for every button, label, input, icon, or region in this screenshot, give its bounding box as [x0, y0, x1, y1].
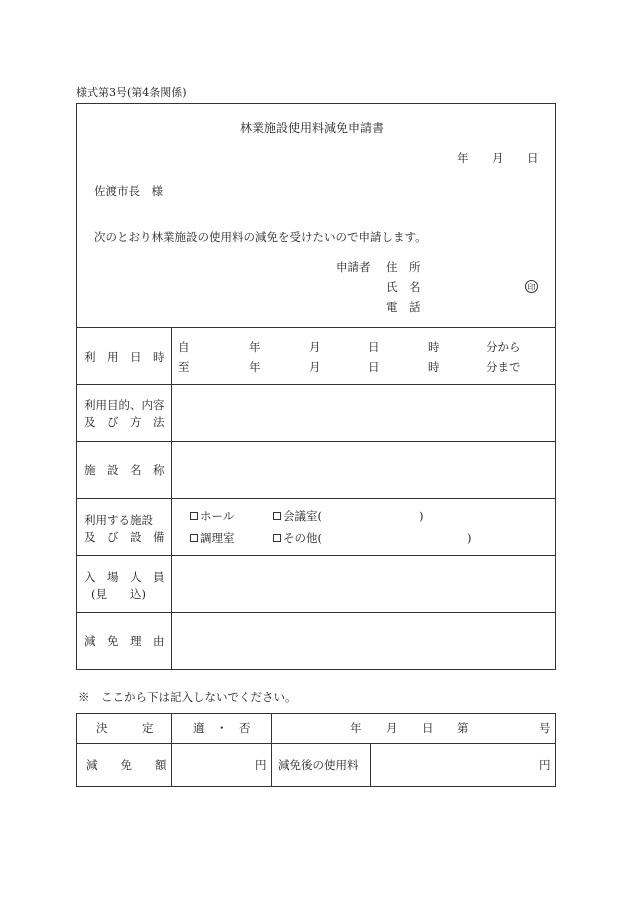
other-close-paren: ): [467, 531, 472, 545]
to-year: 年: [249, 360, 261, 374]
date-month: 月: [492, 151, 504, 165]
to-month: 月: [309, 360, 321, 374]
from-hour: 時: [428, 340, 440, 354]
other-checkbox[interactable]: [273, 534, 281, 542]
approval-label: 適 ・ 否: [193, 721, 251, 735]
to-minute: 分まで: [486, 360, 521, 374]
office-divider-2: [271, 713, 272, 786]
applicant-label: 申請者: [336, 260, 371, 274]
purpose-label-line1: 利用目的、内容: [84, 398, 165, 412]
attendance-label-line1: 入 場 人 員: [84, 570, 165, 584]
office-divider-1: [171, 713, 172, 786]
from-prefix: 自: [178, 340, 190, 354]
from-day: 日: [368, 340, 380, 354]
applicant-phone-label: 電 話: [386, 300, 421, 314]
decision-label: 決 定: [96, 721, 154, 735]
meeting-room-option-label: 会議室(: [283, 509, 322, 523]
decision-number-prefix: 第: [457, 721, 469, 735]
from-month: 月: [309, 340, 321, 354]
facility-name-label: 施 設 名 称: [84, 463, 165, 477]
facilities-label-line2: 及 び 設 備: [84, 530, 165, 544]
kitchen-option-label: 調理室: [200, 531, 235, 545]
decision-day: 日: [422, 721, 434, 735]
attendance-label-line2: (見 込): [91, 587, 146, 601]
reduction-amount-yen: 円: [255, 758, 267, 772]
meeting-room-checkbox[interactable]: [273, 512, 281, 520]
hall-option-label: ホール: [200, 509, 235, 523]
fee-after-reduction-label: 減免後の使用料: [278, 758, 359, 772]
to-prefix: 至: [178, 360, 190, 374]
other-option-label: その他(: [283, 531, 322, 545]
reduction-amount-label: 減 免 額: [86, 758, 167, 772]
decision-year: 年: [350, 721, 362, 735]
date-year: 年: [457, 151, 469, 165]
office-use-note: ※ ここから下は記入しないでください。: [78, 690, 297, 704]
facilities-label-line1: 利用する施設: [84, 513, 153, 527]
hall-checkbox[interactable]: [190, 512, 198, 520]
row-rule-4: [76, 555, 556, 556]
kitchen-checkbox[interactable]: [190, 534, 198, 542]
form-number: 様式第3号(第4条関係): [76, 86, 187, 99]
row-rule-3: [76, 498, 556, 499]
intro-text: 次のとおり林業施設の使用料の減免を受けたいので申請します。: [94, 230, 427, 244]
applicant-address-label: 住 所: [386, 260, 421, 274]
to-hour: 時: [428, 360, 440, 374]
label-column-divider: [171, 327, 172, 669]
date-day: 日: [527, 151, 539, 165]
office-divider-3: [370, 743, 371, 786]
from-minute: 分から: [486, 340, 521, 354]
form-title: 林業施設使用料減免申請書: [240, 121, 385, 135]
to-day: 日: [368, 360, 380, 374]
applicant-name-label: 氏 名: [386, 280, 421, 294]
usage-datetime-label: 利 用 日 時: [84, 350, 165, 364]
from-year: 年: [249, 340, 261, 354]
purpose-label-line2: 及 び 方 法: [84, 415, 165, 429]
decision-number-suffix: 号: [539, 721, 551, 735]
row-rule-2: [76, 441, 556, 442]
row-rule-5: [76, 612, 556, 613]
seal-mark: 印: [525, 280, 538, 293]
addressee: 佐渡市長 様: [94, 184, 163, 198]
meeting-room-close-paren: ): [419, 509, 424, 523]
decision-month: 月: [386, 721, 398, 735]
table-top-rule: [76, 327, 556, 328]
office-row-rule: [76, 743, 556, 744]
reduction-reason-label: 減 免 理 由: [84, 634, 165, 648]
row-rule-1: [76, 384, 556, 385]
fee-after-reduction-yen: 円: [539, 758, 551, 772]
